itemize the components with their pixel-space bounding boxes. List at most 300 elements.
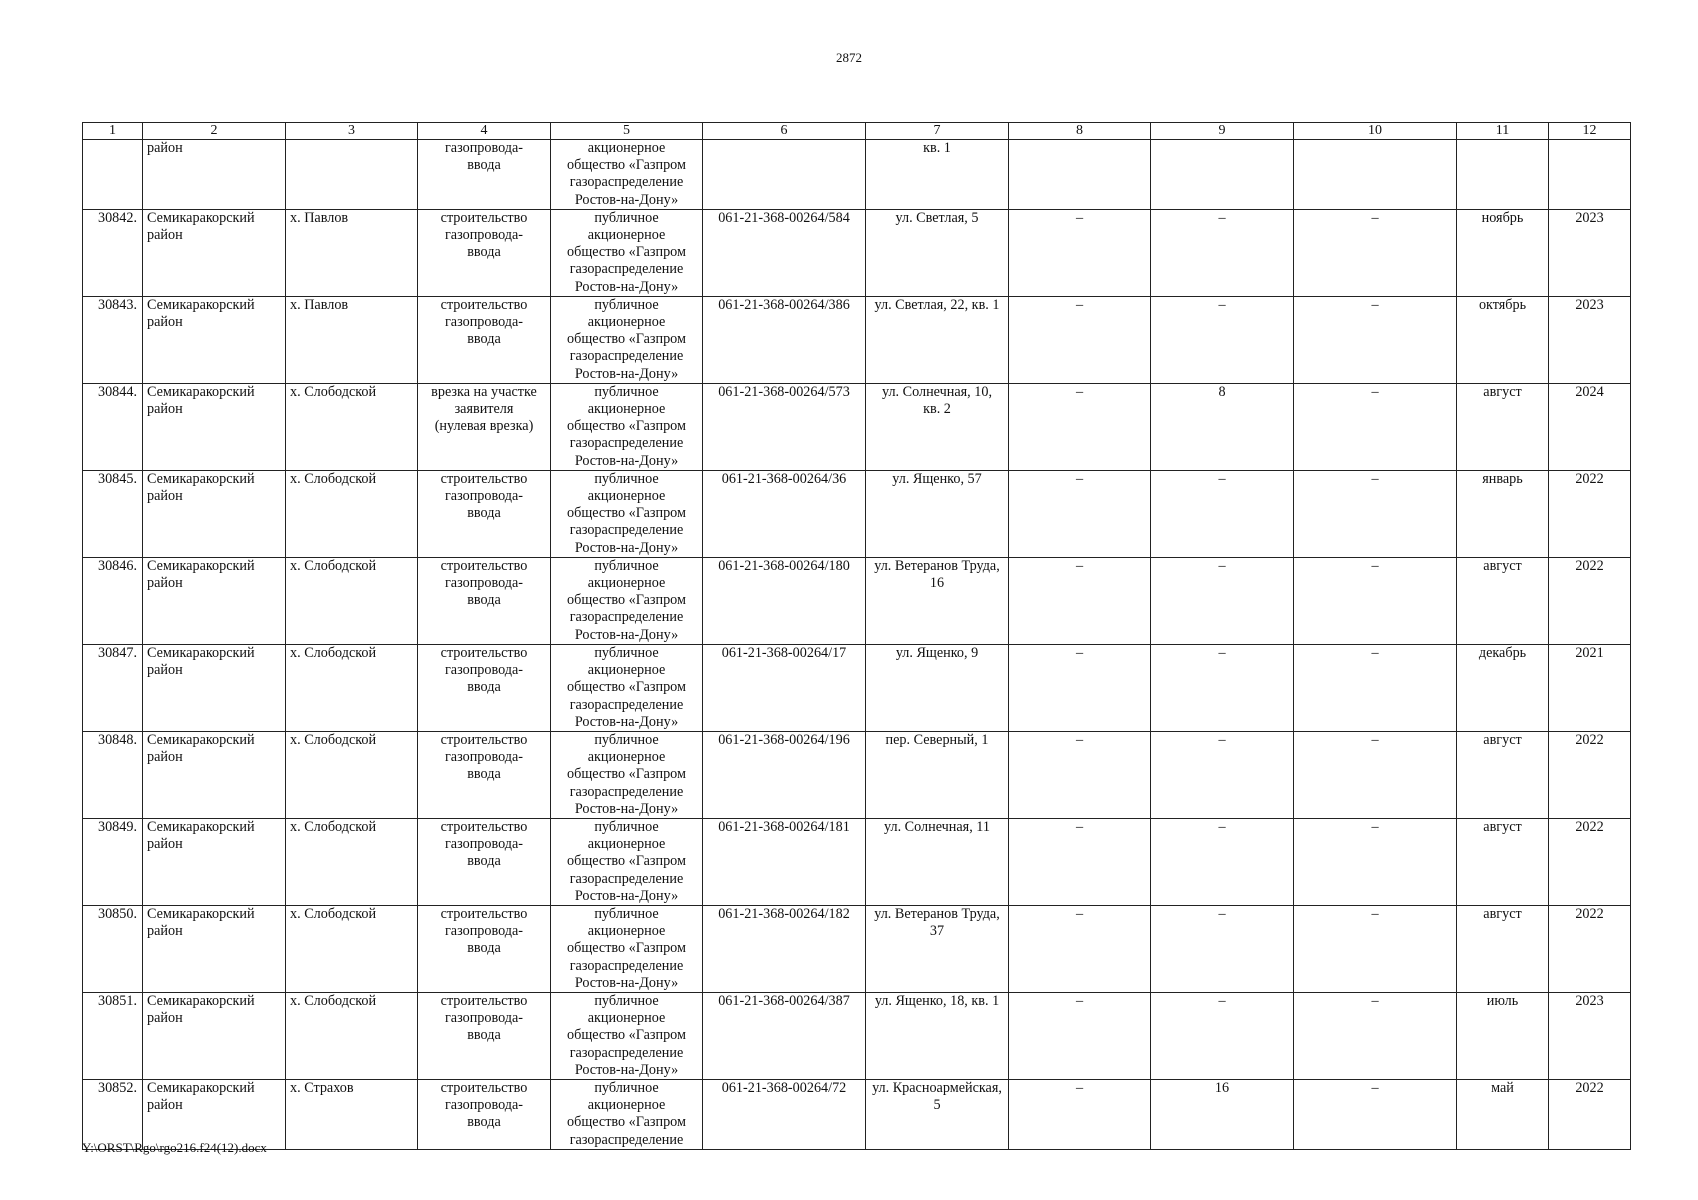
table-cell bbox=[866, 644, 1009, 731]
table-cell bbox=[143, 905, 286, 992]
org-text: газораспределение bbox=[569, 609, 684, 626]
org-text: публичное bbox=[594, 209, 659, 226]
org-text: акционерное bbox=[587, 1097, 666, 1114]
application-code: 061-21-368-00264/584 bbox=[718, 209, 850, 226]
district-text: район bbox=[147, 401, 183, 418]
month-text: июль bbox=[1486, 992, 1519, 1009]
district-text: район bbox=[147, 575, 183, 592]
table-cell bbox=[1457, 644, 1549, 731]
table-cell bbox=[1457, 383, 1549, 470]
table-cell bbox=[1009, 557, 1151, 644]
org-text: общество «Газпром bbox=[567, 331, 686, 348]
table-cell bbox=[703, 1079, 866, 1149]
work-text: строительство bbox=[440, 731, 528, 748]
table-cell bbox=[418, 557, 551, 644]
district-text: Семикаракорский bbox=[147, 383, 255, 400]
application-code: 061-21-368-00264/387 bbox=[718, 992, 850, 1009]
settlement-text: х. Павлов bbox=[290, 209, 349, 226]
column-header: 8 bbox=[1009, 123, 1151, 140]
district-text: Семикаракорский bbox=[147, 644, 255, 661]
col9-value: 16 bbox=[1214, 1079, 1230, 1096]
org-text: газораспределение bbox=[569, 348, 684, 365]
table-row bbox=[83, 905, 1631, 992]
work-text: ввода bbox=[467, 853, 501, 870]
table-cell bbox=[143, 644, 286, 731]
district-text: Семикаракорский bbox=[147, 731, 255, 748]
table-cell bbox=[1457, 818, 1549, 905]
address-text: ул. Светлая, 5 bbox=[895, 209, 979, 226]
table-cell bbox=[551, 818, 703, 905]
col10-value: – bbox=[1371, 818, 1379, 835]
work-text: ввода bbox=[467, 766, 501, 783]
org-text: общество «Газпром bbox=[567, 418, 686, 435]
col10-value: – bbox=[1371, 470, 1379, 487]
table-cell bbox=[286, 818, 418, 905]
org-text: публичное bbox=[594, 905, 659, 922]
column-header: 6 bbox=[703, 123, 866, 140]
table-row bbox=[83, 296, 1631, 383]
month-text: январь bbox=[1482, 470, 1523, 487]
col9-value: – bbox=[1218, 731, 1226, 748]
district-text: район bbox=[147, 314, 183, 331]
table-cell bbox=[1151, 905, 1294, 992]
table-cell bbox=[1457, 296, 1549, 383]
table-cell bbox=[1549, 557, 1631, 644]
year-text: 2022 bbox=[1575, 818, 1604, 835]
col8-value: – bbox=[1075, 731, 1084, 748]
col8-value: – bbox=[1075, 209, 1084, 226]
application-code: 061-21-368-00264/182 bbox=[718, 905, 850, 922]
work-text: газопровода- bbox=[444, 1097, 524, 1114]
col8-value: – bbox=[1075, 470, 1084, 487]
column-number-row bbox=[83, 123, 1631, 140]
org-text: акционерное bbox=[587, 923, 666, 940]
table-cell bbox=[1009, 992, 1151, 1079]
record-number: 30846. bbox=[97, 557, 137, 574]
work-text: строительство bbox=[440, 818, 528, 835]
col9-value: – bbox=[1218, 992, 1226, 1009]
table-row bbox=[83, 470, 1631, 557]
table-cell bbox=[286, 383, 418, 470]
table-cell bbox=[418, 731, 551, 818]
table-cell bbox=[418, 209, 551, 296]
col9-value: – bbox=[1218, 296, 1226, 313]
work-text: ввода bbox=[467, 505, 501, 522]
work-text: ввода bbox=[467, 592, 501, 609]
org-text: Ростов-на-Дону» bbox=[574, 539, 679, 556]
work-text: строительство bbox=[440, 644, 528, 661]
table-cell bbox=[1549, 140, 1631, 210]
work-text: строительство bbox=[440, 1079, 528, 1096]
district-text: район bbox=[147, 1010, 183, 1027]
table-cell bbox=[703, 905, 866, 992]
org-text: акционерное bbox=[587, 1010, 666, 1027]
table-cell bbox=[143, 557, 286, 644]
month-text: август bbox=[1483, 905, 1522, 922]
table-cell bbox=[1457, 1079, 1549, 1149]
file-path-footer: Y:\ORST\Rgo\rgo216.f24(12).docx bbox=[82, 1140, 267, 1155]
work-text: газопровода- bbox=[444, 662, 524, 679]
table-cell bbox=[83, 731, 143, 818]
settlement-text: х. Страхов bbox=[290, 1079, 354, 1096]
table-cell bbox=[1549, 296, 1631, 383]
address-text: ул. Ветеранов Труда, bbox=[874, 557, 1000, 574]
org-text: Ростов-на-Дону» bbox=[574, 191, 679, 208]
table-cell bbox=[83, 905, 143, 992]
work-text: газопровода- bbox=[444, 227, 524, 244]
table-cell bbox=[83, 818, 143, 905]
table-cell bbox=[1151, 383, 1294, 470]
table-cell bbox=[1294, 557, 1457, 644]
table-cell bbox=[1457, 905, 1549, 992]
table-cell bbox=[1549, 992, 1631, 1079]
gas-connection-table bbox=[82, 122, 1631, 1150]
table-cell bbox=[1009, 140, 1151, 210]
gas-connection-table-wrapper bbox=[82, 122, 1626, 1150]
continued-row bbox=[83, 140, 1631, 210]
record-number: 30850. bbox=[97, 905, 137, 922]
record-number: 30843. bbox=[97, 296, 137, 313]
table-cell bbox=[1151, 470, 1294, 557]
table-cell bbox=[551, 140, 703, 210]
table-cell bbox=[143, 209, 286, 296]
table-cell bbox=[1009, 383, 1151, 470]
col10-value: – bbox=[1371, 644, 1379, 661]
table-row bbox=[83, 209, 1631, 296]
table-cell bbox=[1294, 1079, 1457, 1149]
org-text: публичное bbox=[594, 557, 659, 574]
table-cell bbox=[83, 1079, 143, 1149]
col10-value: – bbox=[1371, 731, 1379, 748]
org-text: акционерное bbox=[587, 836, 666, 853]
table-cell bbox=[1294, 140, 1457, 210]
district-text: район bbox=[147, 140, 183, 156]
district-text: Семикаракорский bbox=[147, 557, 255, 574]
table-cell bbox=[703, 992, 866, 1079]
work-text: газопровода- bbox=[444, 488, 524, 505]
table-row bbox=[83, 383, 1631, 470]
column-header: 2 bbox=[143, 123, 286, 140]
table-cell bbox=[551, 644, 703, 731]
district-text: Семикаракорский bbox=[147, 905, 255, 922]
table-cell bbox=[286, 731, 418, 818]
address-text: ул. Ященко, 57 bbox=[892, 470, 982, 487]
address-text: ул. Ященко, 9 bbox=[895, 644, 979, 661]
col10-value: – bbox=[1371, 209, 1379, 226]
table-cell bbox=[703, 140, 866, 210]
table-cell bbox=[418, 140, 551, 210]
settlement-text: х. Слободской bbox=[290, 383, 377, 400]
col8-value: – bbox=[1075, 557, 1084, 574]
table-row bbox=[83, 644, 1631, 731]
col9-value: – bbox=[1218, 644, 1226, 661]
table-cell bbox=[866, 992, 1009, 1079]
column-header: 7 bbox=[866, 123, 1009, 140]
table-cell bbox=[1549, 731, 1631, 818]
org-text: газораспределение bbox=[569, 435, 684, 452]
address-text: кв. 2 bbox=[923, 401, 951, 418]
org-text: акционерное bbox=[587, 227, 666, 244]
work-text: заявителя bbox=[454, 401, 514, 418]
work-text: врезка на участке bbox=[431, 383, 537, 400]
record-number: 30847. bbox=[97, 644, 137, 661]
table-cell bbox=[1457, 557, 1549, 644]
table-cell bbox=[1009, 731, 1151, 818]
month-text: май bbox=[1491, 1079, 1514, 1096]
table-row bbox=[83, 992, 1631, 1079]
org-text: газораспределение bbox=[569, 522, 684, 539]
org-text: газораспределение bbox=[569, 957, 684, 974]
table-cell bbox=[83, 470, 143, 557]
application-code: 061-21-368-00264/17 bbox=[721, 644, 847, 661]
org-text: публичное bbox=[594, 383, 659, 400]
table-cell bbox=[703, 818, 866, 905]
org-text: публичное bbox=[594, 296, 659, 313]
org-text: общество «Газпром bbox=[567, 244, 686, 261]
application-code: 061-21-368-00264/72 bbox=[721, 1079, 847, 1096]
table-cell bbox=[1009, 296, 1151, 383]
work-text: газопровода- bbox=[444, 1010, 524, 1027]
org-text: общество «Газпром bbox=[567, 592, 686, 609]
table-cell bbox=[1009, 209, 1151, 296]
table-cell bbox=[286, 1079, 418, 1149]
org-text: Ростов-на-Дону» bbox=[574, 800, 679, 817]
col9-value: – bbox=[1218, 557, 1226, 574]
table-cell bbox=[143, 470, 286, 557]
work-text: ввода bbox=[467, 1027, 501, 1044]
org-text: Ростов-на-Дону» bbox=[574, 452, 679, 469]
settlement-text: х. Слободской bbox=[290, 731, 377, 748]
org-text: общество «Газпром bbox=[567, 1027, 686, 1044]
col8-value: – bbox=[1075, 818, 1084, 835]
work-text: строительство bbox=[440, 905, 528, 922]
year-text: 2022 bbox=[1575, 1079, 1604, 1096]
table-cell bbox=[1009, 644, 1151, 731]
table-row bbox=[83, 818, 1631, 905]
col8-value: – bbox=[1075, 296, 1084, 313]
org-text: Ростов-на-Дону» bbox=[574, 1061, 679, 1078]
settlement-text: х. Слободской bbox=[290, 557, 377, 574]
record-number: 30842. bbox=[97, 209, 137, 226]
application-code: 061-21-368-00264/196 bbox=[718, 731, 850, 748]
month-text: август bbox=[1483, 383, 1522, 400]
address-text: ул. Светлая, 22, кв. 1 bbox=[874, 296, 1000, 313]
table-cell bbox=[866, 557, 1009, 644]
work-text: ввода bbox=[467, 157, 501, 174]
column-header: 10 bbox=[1294, 123, 1457, 140]
year-text: 2023 bbox=[1575, 209, 1604, 226]
table-cell bbox=[1151, 644, 1294, 731]
column-header: 5 bbox=[551, 123, 703, 140]
work-text: газопровода- bbox=[444, 314, 524, 331]
year-text: 2021 bbox=[1575, 644, 1604, 661]
work-text: ввода bbox=[467, 244, 501, 261]
org-text: Ростов-на-Дону» bbox=[574, 974, 679, 991]
table-cell bbox=[866, 731, 1009, 818]
table-cell bbox=[83, 140, 143, 210]
district-text: район bbox=[147, 488, 183, 505]
table-cell bbox=[418, 644, 551, 731]
table-cell bbox=[703, 383, 866, 470]
table-cell bbox=[551, 731, 703, 818]
address-text: ул. Солнечная, 10, bbox=[881, 383, 992, 400]
table-cell bbox=[83, 383, 143, 470]
table-cell bbox=[83, 992, 143, 1079]
org-text: общество «Газпром bbox=[567, 853, 686, 870]
work-text: газопровода- bbox=[444, 836, 524, 853]
settlement-text: х. Слободской bbox=[290, 905, 377, 922]
table-cell bbox=[551, 383, 703, 470]
table-cell bbox=[1009, 905, 1151, 992]
table-cell bbox=[1151, 1079, 1294, 1149]
table-cell bbox=[286, 470, 418, 557]
org-text: газораспределение bbox=[569, 870, 684, 887]
table-cell bbox=[418, 818, 551, 905]
district-text: Семикаракорский bbox=[147, 470, 255, 487]
table-cell bbox=[1294, 992, 1457, 1079]
col9-value: – bbox=[1218, 818, 1226, 835]
table-cell bbox=[286, 644, 418, 731]
work-text: газопровода- bbox=[444, 923, 524, 940]
table-cell bbox=[866, 383, 1009, 470]
org-text: акционерное bbox=[587, 314, 666, 331]
column-header: 11 bbox=[1457, 123, 1549, 140]
org-text: общество «Газпром bbox=[567, 157, 686, 174]
table-cell bbox=[703, 470, 866, 557]
col10-value: – bbox=[1371, 557, 1379, 574]
table-cell bbox=[1151, 209, 1294, 296]
col10-value: – bbox=[1371, 383, 1379, 400]
table-cell bbox=[1294, 644, 1457, 731]
table-cell bbox=[551, 470, 703, 557]
table-cell bbox=[866, 209, 1009, 296]
org-text: публичное bbox=[594, 644, 659, 661]
table-cell bbox=[703, 644, 866, 731]
column-header: 1 bbox=[83, 123, 143, 140]
org-text: газораспределение bbox=[569, 696, 684, 713]
table-cell bbox=[551, 1079, 703, 1149]
record-number: 30852. bbox=[97, 1079, 137, 1096]
address-text: ул. Ветеранов Труда, bbox=[874, 905, 1000, 922]
application-code: 061-21-368-00264/181 bbox=[718, 818, 850, 835]
application-code: 061-21-368-00264/573 bbox=[718, 383, 850, 400]
work-text: ввода bbox=[467, 1114, 501, 1131]
district-text: район bbox=[147, 662, 183, 679]
table-cell bbox=[551, 992, 703, 1079]
work-text: ввода bbox=[467, 331, 501, 348]
record-number: 30851. bbox=[97, 992, 137, 1009]
table-cell bbox=[1294, 731, 1457, 818]
month-text: декабрь bbox=[1478, 644, 1527, 661]
district-text: район bbox=[147, 923, 183, 940]
table-cell bbox=[551, 296, 703, 383]
table-cell bbox=[1549, 644, 1631, 731]
month-text: август bbox=[1483, 818, 1522, 835]
table-cell bbox=[866, 140, 1009, 210]
org-text: публичное bbox=[594, 1079, 659, 1096]
table-cell bbox=[143, 383, 286, 470]
table-cell bbox=[1151, 731, 1294, 818]
address-text: ул. Красноармейская, bbox=[872, 1079, 1002, 1096]
year-text: 2022 bbox=[1575, 905, 1604, 922]
settlement-text: х. Слободской bbox=[290, 818, 377, 835]
table-cell bbox=[286, 557, 418, 644]
year-text: 2023 bbox=[1575, 992, 1604, 1009]
work-text: строительство bbox=[440, 209, 528, 226]
table-cell bbox=[143, 992, 286, 1079]
org-text: Ростов-на-Дону» bbox=[574, 365, 679, 382]
org-text: Ростов-на-Дону» bbox=[574, 278, 679, 295]
table-cell bbox=[866, 818, 1009, 905]
org-text: общество «Газпром bbox=[567, 940, 686, 957]
org-text: акционерное bbox=[587, 401, 666, 418]
table-cell bbox=[143, 296, 286, 383]
col10-value: – bbox=[1371, 296, 1379, 313]
table-cell bbox=[551, 557, 703, 644]
col10-value: – bbox=[1371, 905, 1379, 922]
district-text: район bbox=[147, 749, 183, 766]
settlement-text: х. Слободской bbox=[290, 470, 377, 487]
table-cell bbox=[143, 818, 286, 905]
table-cell bbox=[1549, 383, 1631, 470]
col8-value: – bbox=[1075, 383, 1084, 400]
table-cell bbox=[1457, 140, 1549, 210]
table-cell bbox=[866, 1079, 1009, 1149]
work-text: ввода bbox=[467, 679, 501, 696]
district-text: район bbox=[147, 836, 183, 853]
org-text: акционерное bbox=[587, 488, 666, 505]
column-header: 12 bbox=[1549, 123, 1631, 140]
col8-value: – bbox=[1075, 905, 1084, 922]
table-cell bbox=[866, 470, 1009, 557]
table-row bbox=[83, 1079, 1631, 1149]
table-cell bbox=[703, 557, 866, 644]
table-cell bbox=[1457, 470, 1549, 557]
org-text: акционерное bbox=[587, 749, 666, 766]
year-text: 2022 bbox=[1575, 731, 1604, 748]
table-cell bbox=[83, 209, 143, 296]
col10-value: – bbox=[1371, 1079, 1379, 1096]
org-text: акционерное bbox=[587, 575, 666, 592]
district-text: Семикаракорский bbox=[147, 1079, 255, 1096]
col9-value: – bbox=[1218, 905, 1226, 922]
org-text: публичное bbox=[594, 818, 659, 835]
table-cell bbox=[418, 296, 551, 383]
table-row bbox=[83, 731, 1631, 818]
table-cell bbox=[1549, 470, 1631, 557]
table-cell bbox=[286, 209, 418, 296]
record-number: 30849. bbox=[97, 818, 137, 835]
table-cell bbox=[143, 140, 286, 210]
col9-value: – bbox=[1218, 209, 1226, 226]
table-cell bbox=[1151, 140, 1294, 210]
work-text: газопровода- bbox=[444, 140, 524, 156]
work-text: газопровода- bbox=[444, 575, 524, 592]
column-header: 9 bbox=[1151, 123, 1294, 140]
table-cell bbox=[703, 731, 866, 818]
org-text: общество «Газпром bbox=[567, 1114, 686, 1131]
table-cell bbox=[1294, 905, 1457, 992]
table-cell bbox=[1294, 296, 1457, 383]
table-cell bbox=[143, 1079, 286, 1149]
org-text: публичное bbox=[594, 992, 659, 1009]
year-text: 2023 bbox=[1575, 296, 1604, 313]
table-cell bbox=[418, 992, 551, 1079]
table-cell bbox=[1549, 1079, 1631, 1149]
table-cell bbox=[418, 383, 551, 470]
work-text: строительство bbox=[440, 296, 528, 313]
table-cell bbox=[418, 1079, 551, 1149]
